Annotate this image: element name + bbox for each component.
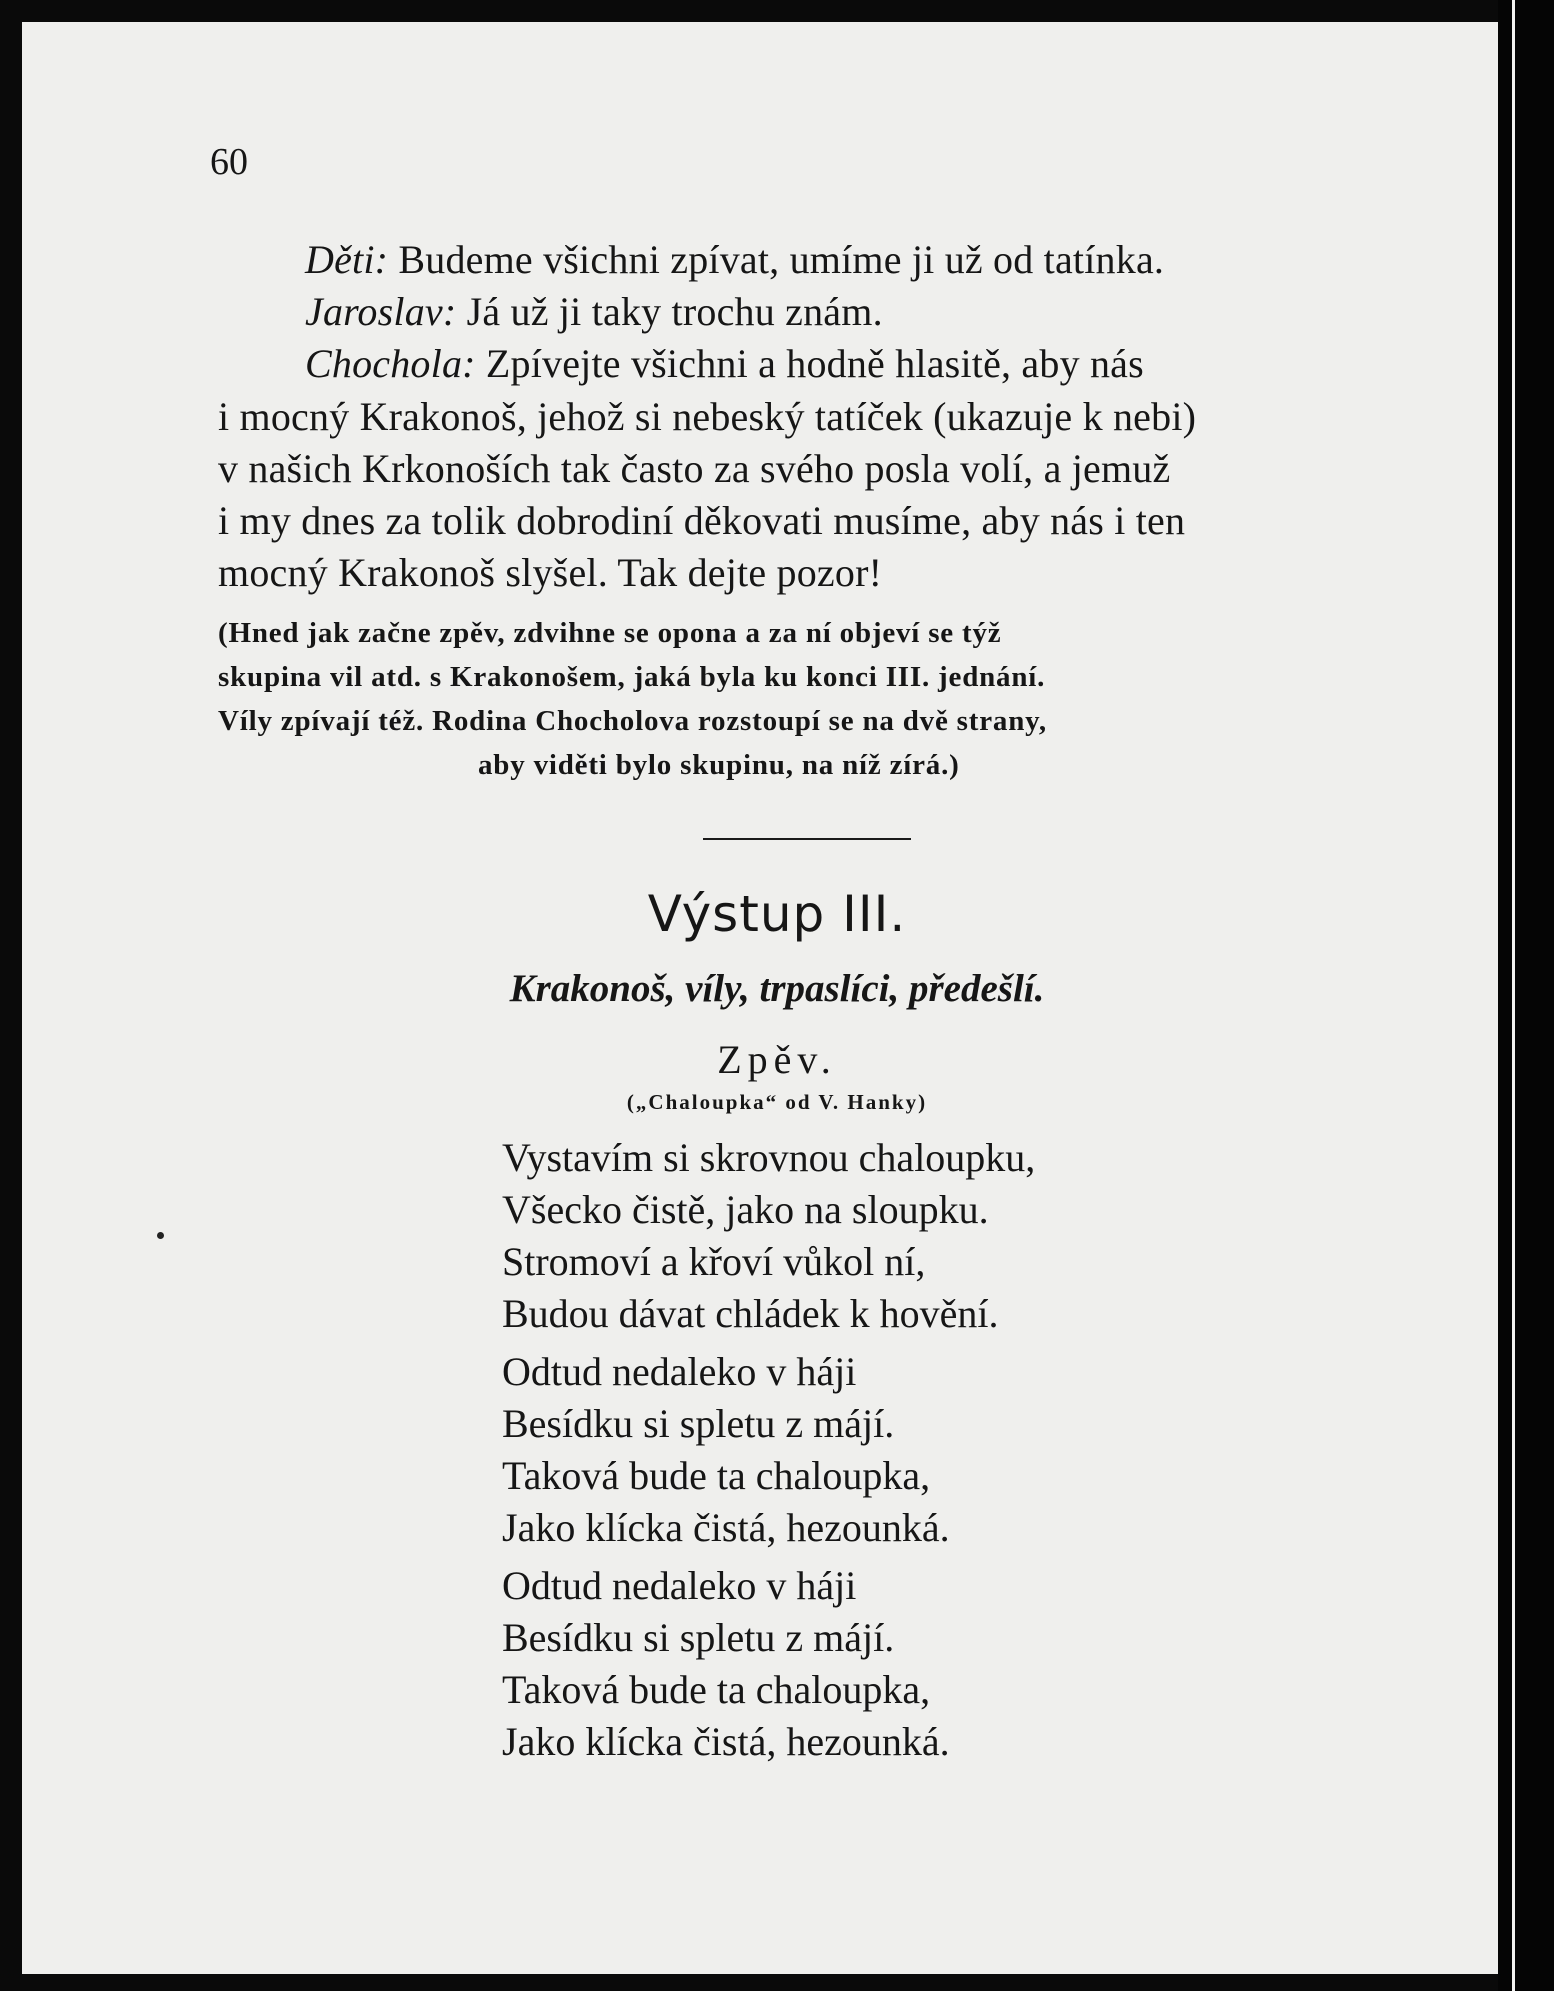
verse-line: Jako klícka čistá, hezounká.: [502, 1505, 950, 1550]
verse-line: Besídku si spletu z májí.: [502, 1401, 895, 1446]
speech-chochola-3: v našich Krkonoších tak často za svého posla volí, a jemuž: [218, 446, 1171, 491]
stage-direction-line-4: aby viděti bylo skupinu, na níž zírá.): [478, 749, 960, 781]
speaker-jaroslav: Jaroslav:: [305, 289, 457, 334]
page-number: 60: [210, 141, 248, 183]
verse-line: Jako klícka čistá, hezounká.: [502, 1719, 950, 1764]
verse-line: Taková bude ta chaloupka,: [502, 1667, 931, 1712]
speech-deti: Budeme všichni zpívat, umíme ji už od tatínka.: [398, 237, 1165, 282]
speaker-chochola: Chochola:: [305, 341, 476, 386]
ink-speck: [157, 1232, 164, 1239]
verse-line: Všecko čistě, jako na sloupku.: [502, 1187, 989, 1232]
dialogue-line-jaroslav: [305, 288, 883, 335]
verse-line: Odtud nedaleko v háji: [502, 1349, 857, 1394]
verse-line: Budou dávat chládek k hovění.: [502, 1291, 999, 1336]
dialogue-line-deti: [305, 236, 1164, 283]
speech-chochola-4: i my dnes za tolik dobrodiní děkovati musíme, aby nás i ten: [218, 498, 1186, 543]
verse-line: Odtud nedaleko v háji: [502, 1563, 857, 1608]
stage-direction-line-1: (Hned jak začne zpěv, zdvihne se opona a za ní objeví se týž: [218, 617, 1002, 649]
scene-heading: Výstup III.: [647, 885, 907, 943]
dialogue-line-chochola: [305, 340, 1144, 387]
verse-line: Stromoví a křoví vůkol ní,: [502, 1239, 926, 1284]
song-credit: („Chaloupka“ od V. Hanky): [626, 1090, 928, 1114]
speaker-deti: Děti:: [305, 237, 389, 282]
song-title: Zpěv.: [717, 1037, 837, 1082]
verse-line: Vystavím si skrovnou chaloupku,: [502, 1135, 1036, 1180]
section-divider: [703, 838, 911, 840]
verse-line: Taková bude ta chaloupka,: [502, 1453, 931, 1498]
speech-chochola-1: Zpívejte všichni a hodně hlasitě, aby nás: [485, 341, 1144, 386]
stage-direction-line-3: Víly zpívají též. Rodina Chocholova rozstoupí se na dvě strany,: [218, 705, 1047, 737]
verse-line: Besídku si spletu z májí.: [502, 1615, 895, 1660]
scene-cast: Krakonoš, víly, trpaslíci, předešlí.: [509, 967, 1045, 1010]
stage-direction-line-2: skupina vil atd. s Krakonošem, jaká byla ku konci III. jednání.: [218, 661, 1046, 693]
speech-chochola-2: i mocný Krakonoš, jehož si nebeský tatíček (ukazuje k nebi): [218, 394, 1197, 439]
speech-chochola-5: mocný Krakonoš slyšel. Tak dejte pozor!: [218, 550, 883, 595]
speech-jaroslav: Já už ji taky trochu znám.: [466, 289, 883, 334]
